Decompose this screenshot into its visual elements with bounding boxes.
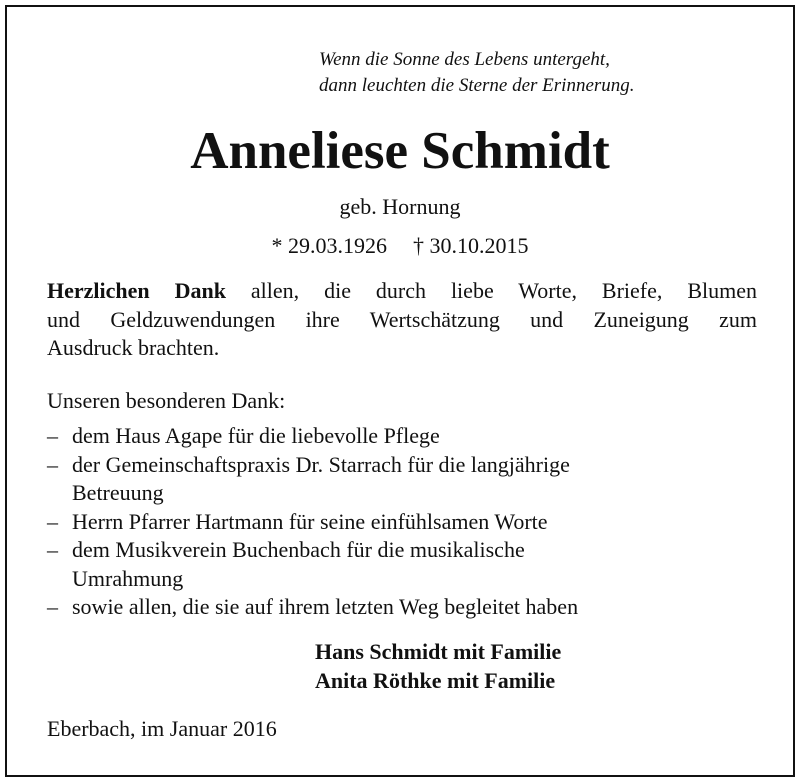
- list-item-line: der Gemeinschaftspraxis Dr. Starrach für die langjährige: [72, 451, 570, 477]
- place-and-date: Eberbach, im Januar 2016: [47, 716, 277, 741]
- list-item: [47, 451, 578, 508]
- birth-date: * 29.03.1926: [271, 233, 387, 258]
- list-dash: –: [47, 537, 58, 562]
- list-item-line: dem Musikverein Buchenbach für die musikalische: [72, 537, 525, 562]
- list-item: [47, 508, 578, 537]
- thanks-line-3: Ausdruck brachten.: [47, 335, 220, 360]
- list-dash: –: [47, 423, 58, 448]
- motto-quote: [319, 47, 635, 99]
- list-dash: –: [47, 508, 58, 534]
- list-item-line: dem Haus Agape für die liebevolle Pflege: [72, 423, 440, 448]
- signatory-1: Hans Schmidt mit Familie: [315, 639, 562, 664]
- life-dates: [7, 231, 793, 261]
- list-dash: –: [47, 594, 58, 619]
- maiden-name: geb. Hornung: [339, 194, 461, 219]
- list-item-line: sowie allen, die sie auf ihrem letzten Weg begleitet haben: [72, 594, 579, 619]
- special-thanks-list: [47, 422, 578, 622]
- thanks-line-2: und Geldzuwendungen ihre Wertschätzung und Zuneigung zum: [47, 306, 757, 332]
- deceased-name: Anneliese Schmidt: [190, 122, 610, 180]
- signatories: [315, 637, 561, 695]
- motto-line-1: Wenn die Sonne des Lebens untergeht,: [319, 49, 610, 70]
- list-item-line: Herrn Pfarrer Hartmann für seine einfühlsamen Worte: [72, 508, 548, 534]
- thanks-lead: Herzlichen Dank: [47, 278, 226, 303]
- death-date: † 30.10.2015: [413, 233, 529, 258]
- list-dash: –: [47, 451, 58, 477]
- list-item-line-continued: Betreuung: [72, 480, 164, 505]
- list-item-line-continued: Umrahmung: [72, 565, 184, 591]
- thanks-line-1-rest: allen, die durch liebe Worte, Briefe, Blumen: [225, 278, 757, 303]
- list-item: [47, 593, 578, 622]
- signatory-2: Anita Röthke mit Familie: [315, 668, 556, 693]
- special-thanks-heading: Unseren besonderen Dank:: [47, 388, 286, 413]
- obituary-notice: [5, 5, 795, 777]
- thanks-paragraph: [47, 277, 757, 363]
- list-item: [47, 536, 578, 593]
- motto-line-2: dann leuchten die Sterne der Erinnerung.: [319, 75, 635, 96]
- list-item: [47, 422, 578, 451]
- thanks-line-1: [47, 277, 757, 306]
